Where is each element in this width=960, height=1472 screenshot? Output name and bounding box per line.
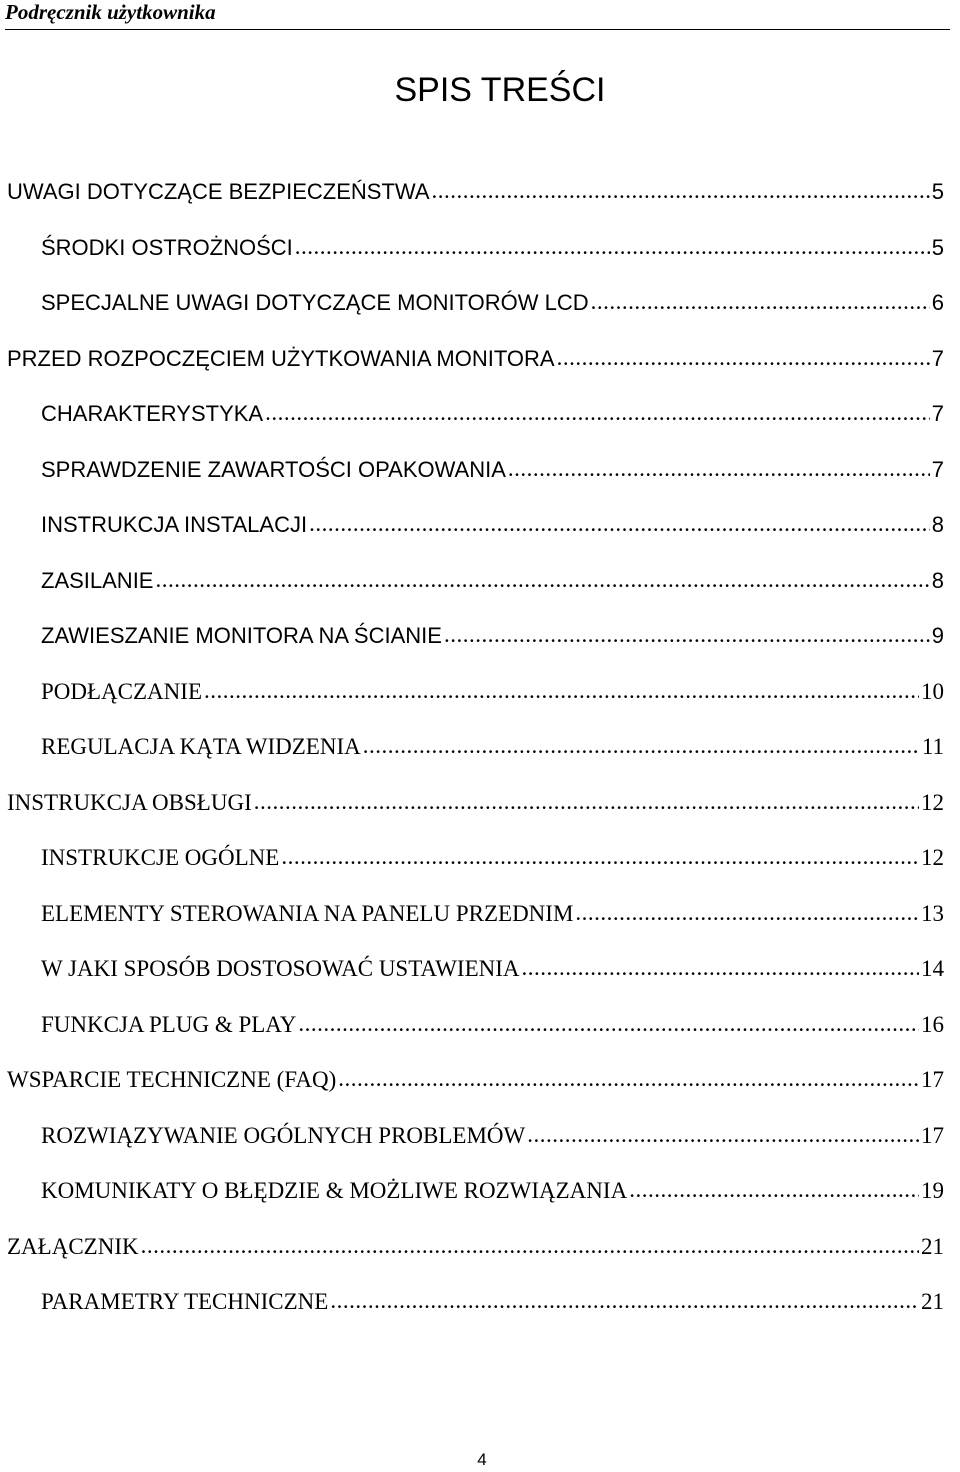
page-number: 4: [477, 1450, 487, 1469]
toc-entry-page: 21: [921, 1289, 944, 1314]
toc-dot-leader: [522, 940, 920, 996]
toc-entry-page: 5: [931, 179, 944, 204]
toc-entry[interactable]: [0, 719, 960, 775]
toc-dot-leader: [155, 552, 929, 608]
toc-entry-title: ZAWIESZANIE MONITORA NA ŚCIANIE: [41, 623, 442, 648]
toc-entry-page: 8: [931, 512, 944, 537]
toc-dot-leader: [591, 274, 930, 330]
toc-dot-leader: [575, 885, 919, 941]
toc-entry-title: INSTRUKCJE OGÓLNE: [41, 845, 280, 870]
header-rule: [5, 29, 950, 30]
toc-entry-page: 14: [921, 956, 944, 981]
toc-entry-title: KOMUNIKATY O BŁĘDZIE & MOŻLIWE ROZWIĄZANIA: [41, 1178, 628, 1203]
toc-entry[interactable]: [0, 664, 960, 720]
toc-dot-leader: [444, 607, 930, 663]
toc-entry-page: 12: [921, 789, 944, 815]
toc-entry-title: PRZED ROZPOCZĘCIEM UŻYTKOWANIA MONITORA: [7, 345, 555, 371]
toc-entry[interactable]: [0, 1108, 960, 1164]
toc-entry-page: 10: [921, 678, 944, 704]
toc-dot-leader: [265, 385, 930, 441]
toc-entry-title: ŚRODKI OSTROŻNOŚCI: [41, 234, 293, 260]
toc-entry-title: ZAŁĄCZNIK: [7, 1233, 139, 1259]
toc-entry-page: 13: [921, 900, 944, 926]
toc-entry-title: PODŁĄCZANIE: [41, 678, 202, 704]
toc-entry[interactable]: [0, 1219, 960, 1275]
toc-entry-page: 17: [921, 1122, 944, 1148]
toc-entry-title: W JAKI SPOSÓB DOSTOSOWAĆ USTAWIENIA: [41, 956, 520, 981]
toc-entry-title: SPECJALNE UWAGI DOTYCZĄCE MONITORÓW LCD: [41, 290, 589, 315]
toc-dot-leader: [281, 829, 919, 885]
toc-entry-title: INSTRUKCJA OBSŁUGI: [7, 789, 252, 815]
running-header: Podręcznik użytkownika: [5, 0, 216, 24]
toc-entry-page: 21: [921, 1233, 944, 1259]
toc-entry-page: 7: [931, 345, 944, 371]
toc-entry-title: SPRAWDZENIE ZAWARTOŚCI OPAKOWANIA: [41, 456, 506, 482]
toc-entry-title: ROZWIĄZYWANIE OGÓLNYCH PROBLEMÓW: [41, 1122, 526, 1148]
toc-entry-page: 7: [931, 456, 944, 482]
toc-dot-leader: [330, 1273, 919, 1329]
toc-entry[interactable]: [0, 497, 960, 553]
toc-entry-page: 5: [931, 234, 944, 260]
toc-entry[interactable]: [0, 553, 960, 609]
toc-entry-page: 9: [931, 623, 944, 648]
toc-entry-page: 8: [931, 567, 944, 593]
toc-entry-page: 19: [921, 1178, 944, 1203]
toc-entry[interactable]: [0, 164, 960, 220]
toc-dot-leader: [338, 1051, 919, 1107]
toc-entry-page: 16: [921, 1011, 944, 1037]
toc-dot-leader: [141, 1218, 919, 1274]
toc-dot-leader: [309, 496, 930, 552]
toc-dot-leader: [629, 1162, 919, 1218]
toc-entry-page: 6: [931, 290, 944, 315]
table-of-contents: [0, 164, 960, 1330]
toc-dot-leader: [508, 441, 930, 497]
toc-entry[interactable]: [0, 331, 960, 387]
toc-entry-page: 12: [921, 845, 944, 870]
toc-entry[interactable]: [0, 830, 960, 886]
toc-entry-title: REGULACJA KĄTA WIDZENIA: [41, 734, 361, 759]
toc-entry[interactable]: [0, 775, 960, 831]
toc-dot-leader: [298, 996, 919, 1052]
toc-dot-leader: [295, 219, 930, 275]
toc-entry[interactable]: [0, 275, 960, 331]
toc-entry[interactable]: [0, 1163, 960, 1219]
toc-dot-leader: [557, 330, 930, 386]
toc-entry-page: 7: [931, 401, 944, 426]
toc-entry-title: INSTRUKCJA INSTALACJI: [41, 512, 308, 537]
toc-entry-title: UWAGI DOTYCZĄCE BEZPIECZEŃSTWA: [7, 179, 430, 204]
toc-entry[interactable]: [0, 1274, 960, 1330]
page-title: SPIS TREŚCI: [394, 71, 606, 109]
toc-entry[interactable]: [0, 442, 960, 498]
toc-entry[interactable]: [0, 886, 960, 942]
toc-entry[interactable]: [0, 1052, 960, 1108]
toc-entry-title: ZASILANIE: [41, 567, 154, 593]
toc-entry[interactable]: [0, 941, 960, 997]
toc-entry-page: 11: [921, 734, 944, 759]
toc-entry[interactable]: [0, 997, 960, 1053]
toc-dot-leader: [363, 718, 920, 774]
toc-entry-title: ELEMENTY STEROWANIA NA PANELU PRZEDNIM: [41, 900, 574, 926]
toc-entry[interactable]: [0, 608, 960, 664]
toc-entry-title: CHARAKTERYSTYKA: [41, 401, 264, 426]
toc-dot-leader: [254, 774, 919, 830]
toc-entry[interactable]: [0, 220, 960, 276]
toc-entry-title: FUNKCJA PLUG & PLAY: [41, 1011, 297, 1037]
toc-entry[interactable]: [0, 386, 960, 442]
toc-dot-leader: [527, 1107, 919, 1163]
toc-entry-page: 17: [921, 1067, 944, 1092]
toc-entry-title: PARAMETRY TECHNICZNE: [41, 1289, 329, 1314]
toc-dot-leader: [432, 163, 930, 219]
toc-dot-leader: [204, 663, 919, 719]
toc-entry-title: WSPARCIE TECHNICZNE (FAQ): [7, 1067, 337, 1092]
